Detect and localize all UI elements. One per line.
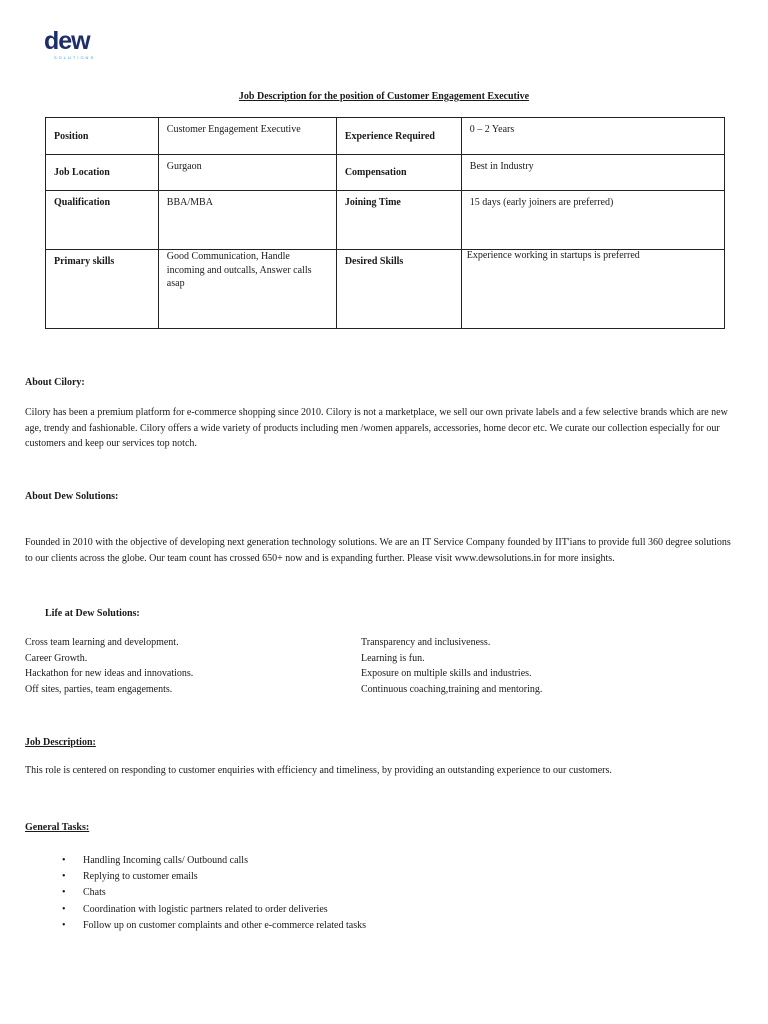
life-list-right: [361, 635, 542, 697]
table-row: [46, 155, 725, 191]
bullet-icon: •: [62, 919, 66, 931]
job-description-text: This role is centered on responding to customer enquiries with efficiency and timeliness, by providing an outstanding experience to our customers.: [25, 765, 612, 776]
table-row: [46, 118, 725, 155]
position-value: Customer Engagement Executive: [158, 118, 336, 155]
experience-value: 0 – 2 Years: [461, 118, 724, 155]
task-text: Follow up on customer complaints and other e-commerce related tasks: [83, 919, 366, 931]
bullet-icon: •: [62, 871, 66, 883]
primary-skills-label: Primary skills: [46, 250, 159, 329]
qualification-value: BBA/MBA: [158, 191, 336, 250]
general-tasks-heading: General Tasks:: [25, 822, 90, 833]
list-item: [62, 869, 366, 885]
qualification-label: Qualification: [46, 191, 159, 250]
list-item: Transparency and inclusiveness.: [361, 637, 491, 648]
joining-time-label: Joining Time: [336, 191, 461, 250]
list-item: Hackathon for new ideas and innovations.: [25, 668, 194, 679]
task-text: Chats: [83, 887, 106, 899]
about-cilory-heading: About Cilory:: [25, 377, 85, 388]
compensation-label: Compensation: [336, 155, 461, 191]
list-item: [62, 853, 366, 869]
compensation-value: Best in Industry: [461, 155, 724, 191]
task-text: Handling Incoming calls/ Outbound calls: [83, 855, 248, 866]
list-item: Continuous coaching,training and mentoring.: [361, 683, 543, 695]
general-tasks-list: [62, 853, 366, 934]
dew-solutions-logo: [44, 27, 114, 60]
job-location-value: Gurgaon: [158, 155, 336, 191]
bullet-icon: •: [62, 903, 66, 915]
about-dew-text: Founded in 2010 with the objective of developing next generation technology solutions. We are an IT Service Company founded by IIT'ians to provide full 360 degree solutions to our clients across the globe. Our team count has crossed 650+ now and is expanding further. Please visit www.dewsolutions.in for more insights.: [25, 537, 731, 564]
desired-skills-value: Experience working in startups is preferred: [461, 250, 724, 329]
list-item: Exposure on multiple skills and industries.: [361, 668, 532, 679]
list-item: [62, 902, 366, 918]
about-cilory-text: Cilory has been a premium platform for e-commerce shopping since 2010. Cilory is not a marketplace, we sell our own private labels and a few selective brands which are new age, trendy and fashionable. Cilory offers a wide variety of products including men /women apparels, accessories, home decor etc. We curate our collection especially for our customers and keep our services top notch.: [25, 407, 728, 449]
job-description-heading: Job Description:: [25, 737, 96, 748]
list-item: Learning is fun.: [361, 652, 425, 664]
life-at-dew-heading: Life at Dew Solutions:: [45, 608, 140, 619]
logo-wordmark: dew: [44, 27, 90, 55]
experience-label: Experience Required: [336, 118, 461, 155]
bullet-icon: •: [62, 855, 66, 866]
list-item: Cross team learning and development.: [25, 637, 179, 648]
job-location-label: Job Location: [46, 155, 159, 191]
joining-time-value: 15 days (early joiners are preferred): [461, 191, 724, 250]
table-row: [46, 191, 725, 250]
bullet-icon: •: [62, 887, 66, 899]
task-text: Coordination with logistic partners related to order deliveries: [83, 903, 328, 915]
position-label: Position: [46, 118, 159, 155]
job-details-table: [45, 117, 725, 329]
logo-subtext: SOLUTIONS: [54, 55, 96, 60]
life-list-left: [25, 635, 193, 697]
primary-skills-value: Good Communication, Handle incoming and outcalls, Answer calls asap: [158, 250, 336, 329]
desired-skills-label: Desired Skills: [336, 250, 461, 329]
list-item: Career Growth.: [25, 652, 88, 664]
list-item: [62, 885, 366, 901]
list-item: [62, 918, 366, 934]
table-row: [46, 250, 725, 329]
document-title: Job Description for the position of Customer Engagement Executive: [238, 91, 530, 102]
about-dew-heading: About Dew Solutions:: [25, 491, 119, 502]
list-item: Off sites, parties, team engagements.: [25, 683, 173, 695]
task-text: Replying to customer emails: [83, 871, 198, 883]
